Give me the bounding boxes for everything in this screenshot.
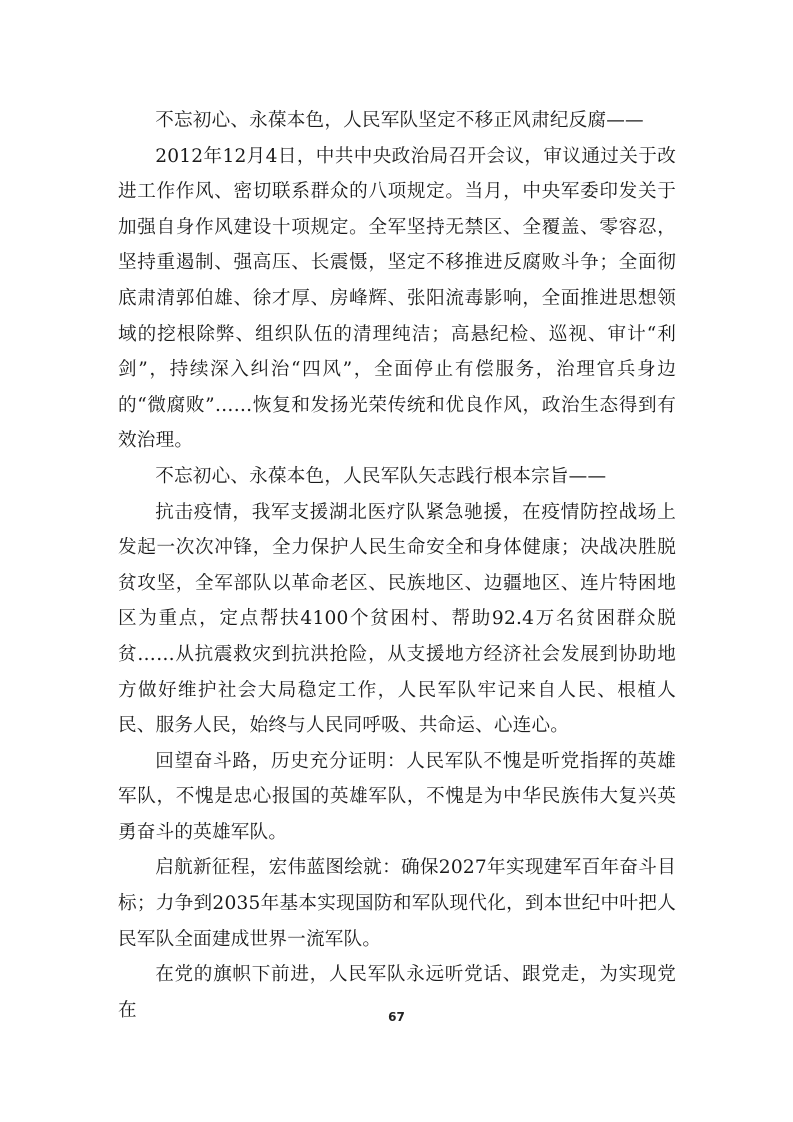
paragraph-history-review: 回望奋斗路，历史充分证明：人民军队不愧是听党指挥的英雄军队，不愧是忠心报国的英雄军队，不愧是为中华民族伟大复兴英勇奋斗的英雄军队。 (118, 750, 676, 843)
paragraph-closing: 在党的旗帜下前进，人民军队永远听党话、跟党走，为实现党在 (118, 964, 676, 1021)
paragraph-discipline-heading: 不忘初心、永葆本色，人民军队坚定不移正风肃纪反腐—— (155, 110, 644, 131)
paragraph-discipline-body: 2012年12月4日，中共中央政治局召开会议，审议通过关于改进工作作风、密切联系群众的八项规定。当月，中央军委印发关于加强自身作风建设十项规定。全军坚持无禁区、全覆盖、零容忍，坚持重遏制、强高压、长震慑，坚定不移推进反腐败斗争；全面彻底肃清郭伯雄、徐才厚、房峰辉、张阳流毒影响，全面推进思想领域的挖根除弊、组织队伍的清理纯洁；高悬纪检、巡视、审计“利剑”，持续深入纠治“四风”，全面停止有偿服务，治理官兵身边的“微腐败”……恢复和发扬光荣传统和优良作风，政治生态得到有效治理。 (118, 145, 676, 452)
paragraph-purpose-body: 抗击疫情，我军支援湖北医疗队紧急驰援，在疫情防控战场上发起一次次冲锋，全力保护人民生命安全和身体健康；决战决胜脱贫攻坚，全军部队以革命老区、民族地区、边疆地区、连片特困地区为重点，定点帮扶4100个贫困村、帮助92.4万名贫困群众脱贫……从抗震救灾到抗洪抢险，从支援地方经济社会发展到协助地方做好维护社会大局稳定工作，人民军队牢记来自人民、根植人民、服务人民，始终与人民同呼吸、共命运、心连心。 (118, 501, 676, 737)
page-number: 67 (388, 1010, 405, 1024)
paragraph-new-journey: 启航新征程，宏伟蓝图绘就：确保2027年实现建军百年奋斗目标；力争到2035年基本实现国防和军队现代化，到本世纪中叶把人民军队全面建成世界一流军队。 (118, 857, 676, 950)
paragraph-purpose-heading: 不忘初心、永葆本色，人民军队矢志践行根本宗旨—— (155, 465, 607, 487)
body-text (118, 103, 676, 1028)
